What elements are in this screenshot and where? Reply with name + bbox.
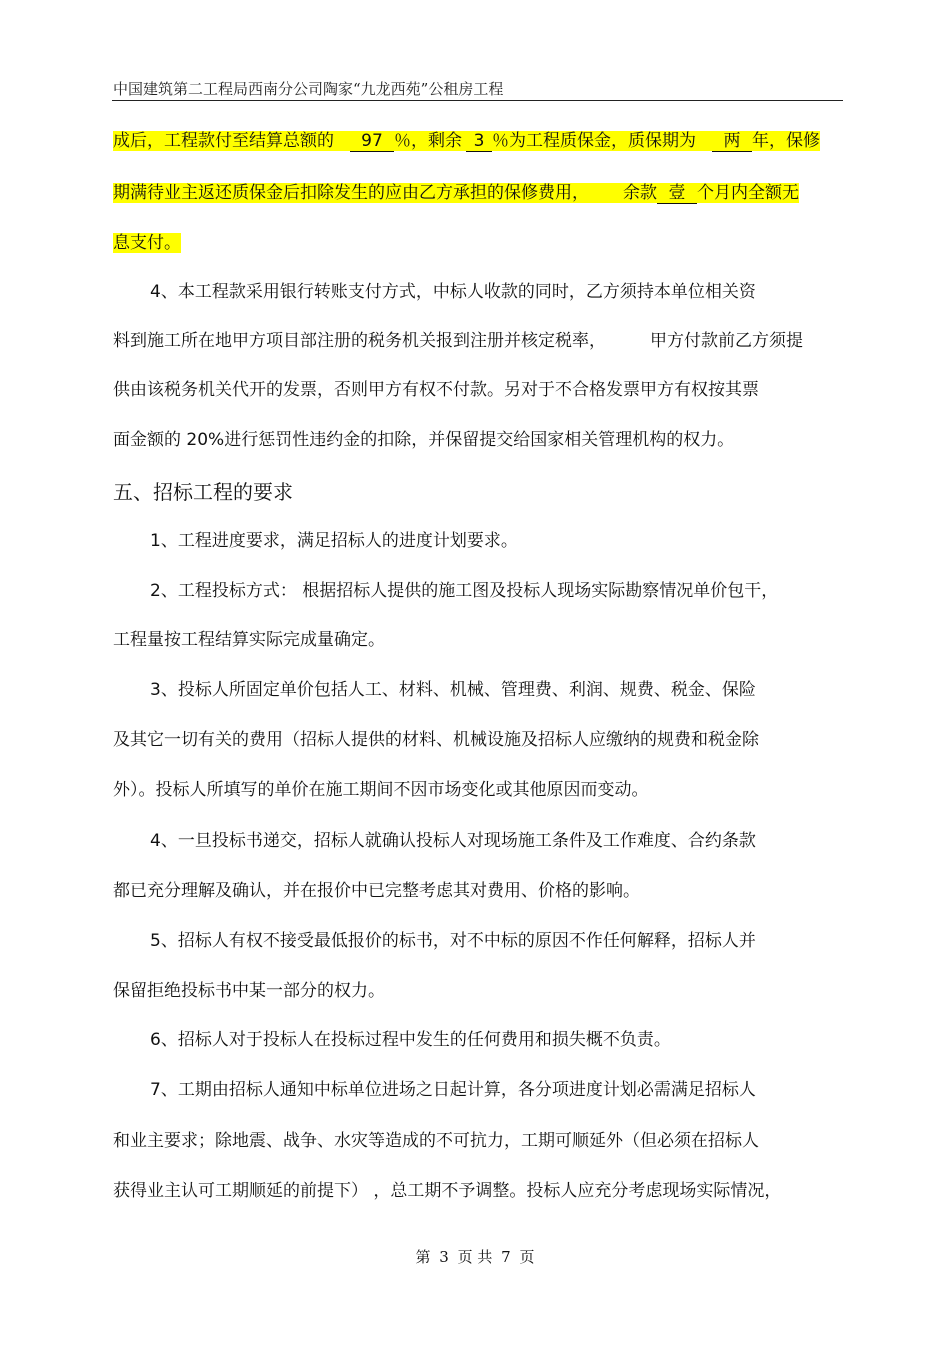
current-page-number: 3 [439, 1248, 449, 1266]
clause-line-1 [113, 129, 820, 153]
requirement-3-line-2: 及其它一切有关的费用（招标人提供的材料、机械设施及招标人应缴纳的规费和税金除 [113, 730, 759, 750]
clause-text: ％为工程质保金，质保期为 [492, 131, 696, 151]
payment-text: 料到施工所在地甲方项目部注册的税务机关报到注册并核定税率， [113, 331, 606, 351]
requirement-2-line-1: 2、工程投标方式： 根据招标人提供的施工图及投标人现场实际勘察情况单价包干， [150, 581, 779, 601]
requirement-5-line-1: 5、招标人有权不接受最低报价的标书，对不中标的原因不作任何解释，招标人并 [150, 931, 756, 951]
total-pages-number: 7 [501, 1248, 511, 1266]
payment-para-line-2 [113, 329, 803, 353]
warranty-years-value: 两 [712, 131, 752, 152]
requirement-3-line-3: 外）。投标人所填写的单价在施工期间不因市场变化或其他原因而变动。 [113, 780, 649, 800]
requirement-7-line-2: 和业主要求；除地震、战争、水灾等造成的不可抗力，工期可顺延外（但必须在招标人 [113, 1131, 759, 1151]
highlight-run [113, 183, 799, 203]
clause-text: ％，剩余 [394, 131, 462, 151]
clause-text: 个月内全额无 [697, 183, 799, 203]
requirement-4-line-1: 4、一旦投标书递交，招标人就确认投标人对现场施工条件及工作难度、合约条款 [150, 831, 756, 851]
page-header-title: 中国建筑第二工程局西南分公司陶家“九龙西苑”公租房工程 [113, 80, 504, 98]
page-footer [0, 1246, 950, 1267]
payment-para-line-1: 4、本工程款采用银行转账支付方式，中标人收款的同时，乙方须持本单位相关资 [150, 282, 756, 302]
clause-text: 年，保修 [752, 131, 820, 151]
requirement-4-line-2: 都已充分理解及确认，并在报价中已完整考虑其对费用、价格的影响。 [113, 881, 640, 901]
clause-text: 余款 [623, 183, 657, 203]
footer-prefix: 第 [415, 1248, 431, 1266]
balance-months-value: 壹 [657, 183, 697, 204]
payment-text: 甲方付款前乙方须提 [650, 331, 803, 351]
payment-para-line-4: 面金额的 20%进行惩罚性违约金的扣除，并保留提交给国家相关管理机构的权力。 [113, 430, 735, 450]
requirement-7-line-3: 获得业主认可工期顺延的前提下） ，总工期不予调整。投标人应充分考虑现场实际情况， [113, 1181, 782, 1201]
requirement-5-line-2: 保留拒绝投标书中某一部分的权力。 [113, 981, 385, 1001]
section-heading: 五、招标工程的要求 [113, 480, 293, 504]
highlight-run [113, 131, 820, 151]
payment-para-line-3: 供由该税务机关代开的发票，否则甲方有权不付款。另对于不合格发票甲方有权按其票 [113, 380, 759, 400]
clause-line-2 [113, 181, 799, 205]
footer-mid: 页 共 [457, 1248, 493, 1266]
footer-suffix: 页 [519, 1248, 535, 1266]
retention-percent-value: 3 [466, 131, 492, 152]
percent-paid-value: 97 [350, 131, 394, 152]
clause-text: 成后，工程款付至结算总额的 [113, 131, 334, 151]
highlight-run: 息支付。 [113, 233, 181, 253]
requirement-6: 6、招标人对于投标人在投标过程中发生的任何费用和损失概不负责。 [150, 1030, 671, 1050]
requirement-3-line-1: 3、投标人所固定单价包括人工、材料、机械、管理费、利润、规费、税金、保险 [150, 680, 756, 700]
clause-line-3 [113, 231, 181, 255]
header-rule [112, 100, 843, 101]
clause-text: 期满待业主返还质保金后扣除发生的应由乙方承担的保修费用， [113, 183, 589, 203]
requirement-7-line-1: 7、工期由招标人通知中标单位进场之日起计算，各分项进度计划必需满足招标人 [150, 1080, 756, 1100]
requirement-1: 1、工程进度要求，满足招标人的进度计划要求。 [150, 531, 518, 551]
requirement-2-line-2: 工程量按工程结算实际完成量确定。 [113, 630, 385, 650]
